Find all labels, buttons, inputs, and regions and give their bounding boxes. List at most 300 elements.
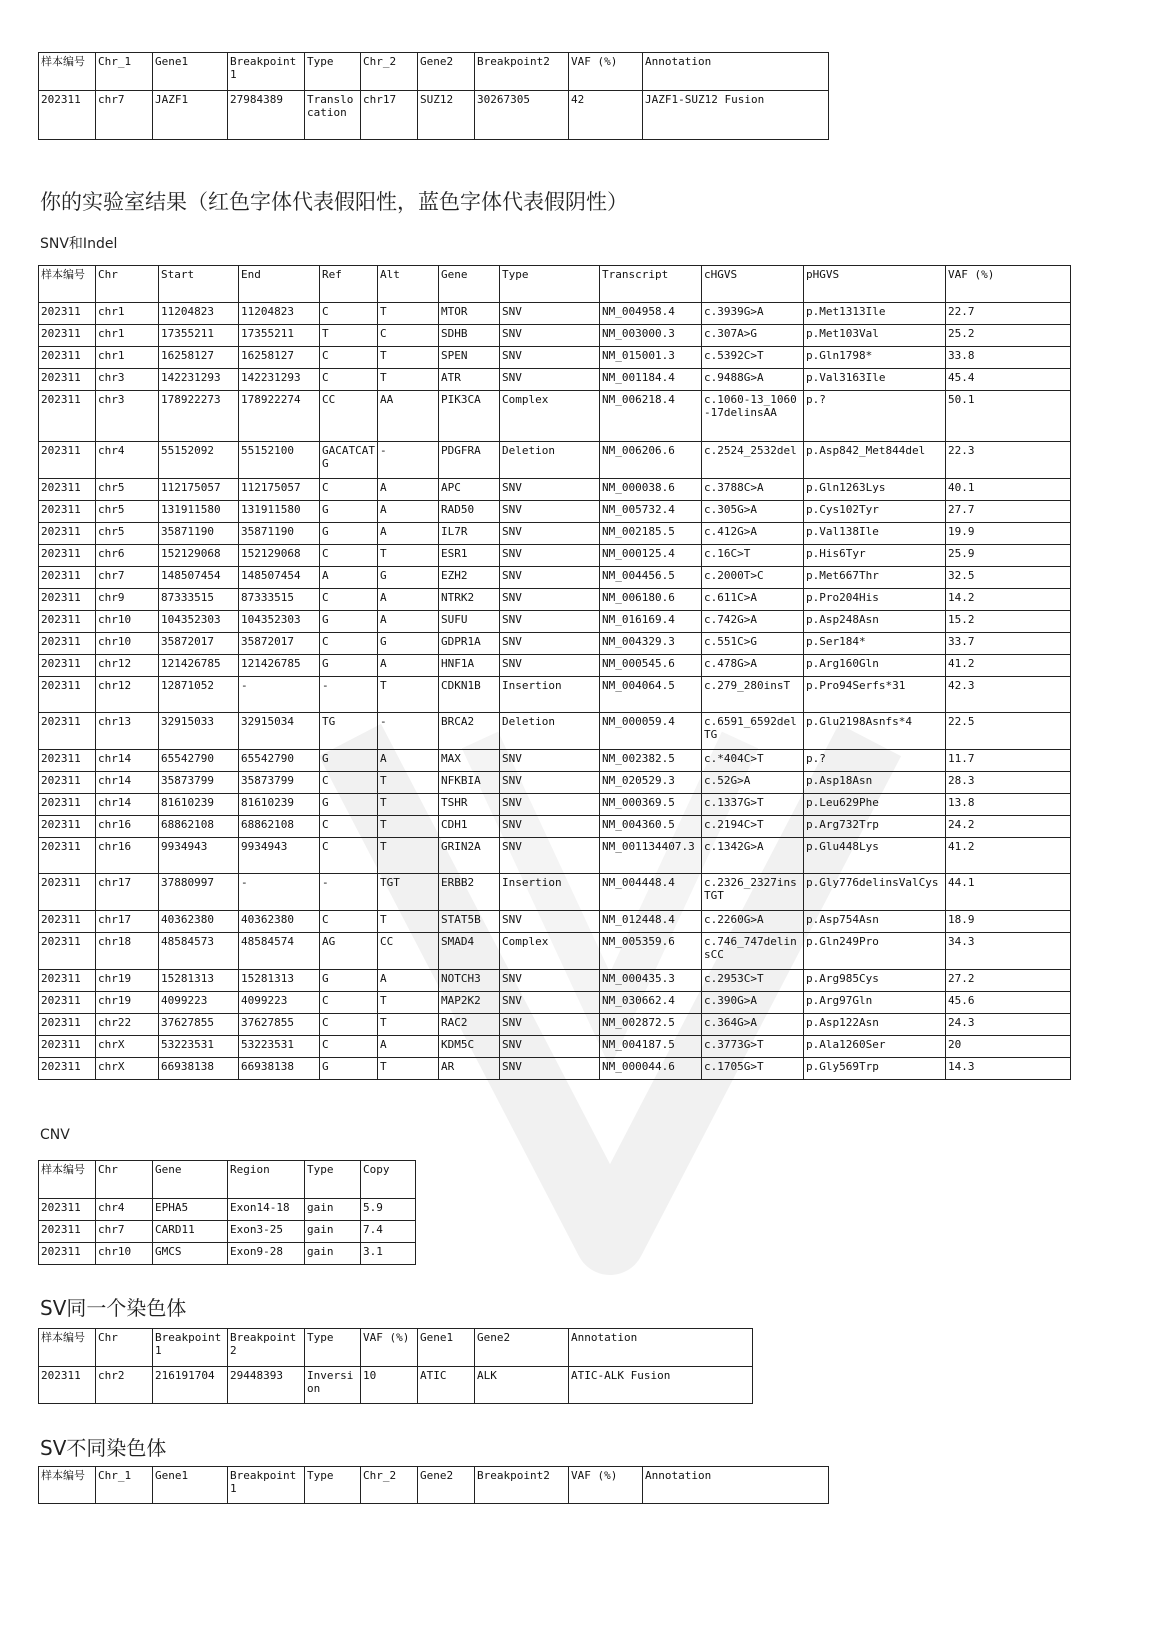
table-cell: SNV — [500, 567, 600, 589]
table-cell: p.Asp122Asn — [804, 1014, 946, 1036]
column-header: Chr — [96, 1329, 153, 1367]
table-cell: T — [378, 369, 439, 391]
column-header: Chr_1 — [96, 1467, 153, 1504]
column-header: Chr — [96, 266, 159, 303]
table-cell: G — [378, 633, 439, 655]
table-cell: c.2326_2327insTGT — [702, 874, 804, 911]
table-cell: chr5 — [96, 501, 159, 523]
column-header: Breakpoint 2 — [228, 1329, 305, 1367]
column-header: Transcript — [600, 266, 702, 303]
table-cell: 68862108 — [159, 816, 239, 838]
table-cell: SNV — [500, 325, 600, 347]
table-cell: NM_004360.5 — [600, 816, 702, 838]
table-cell: 10 — [361, 1367, 418, 1404]
table-cell: 4099223 — [159, 992, 239, 1014]
table-cell: KDM5C — [439, 1036, 500, 1058]
table-cell: A — [378, 501, 439, 523]
table-cell: 37880997 — [159, 874, 239, 911]
table-cell: 104352303 — [159, 611, 239, 633]
table-cell: - — [378, 442, 439, 479]
table-cell: p.? — [804, 750, 946, 772]
table-cell: 17355211 — [239, 325, 320, 347]
table-cell: C — [320, 816, 378, 838]
table-cell: 53223531 — [159, 1036, 239, 1058]
table-cell: 5.9 — [361, 1199, 416, 1221]
table-cell: chrX — [96, 1058, 159, 1080]
table-cell: EZH2 — [439, 567, 500, 589]
table-cell: c.16C>T — [702, 545, 804, 567]
table-row — [39, 677, 1071, 713]
table-cell: GMCS — [153, 1243, 228, 1265]
table-cell: 202311 — [39, 1221, 96, 1243]
table-cell: C — [320, 347, 378, 369]
table-cell: 202311 — [39, 794, 96, 816]
table-cell: 202311 — [39, 567, 96, 589]
table-cell: 148507454 — [159, 567, 239, 589]
table-cell: 37627855 — [159, 1014, 239, 1036]
table-cell: 68862108 — [239, 816, 320, 838]
table-cell: chr5 — [96, 523, 159, 545]
table-cell: G — [320, 611, 378, 633]
table-cell: NM_000369.5 — [600, 794, 702, 816]
table-cell: NM_000435.3 — [600, 970, 702, 992]
table-row — [39, 347, 1071, 369]
table-cell: T — [378, 772, 439, 794]
table-cell: A — [378, 750, 439, 772]
table-cell: p.His6Tyr — [804, 545, 946, 567]
table-cell: T — [320, 325, 378, 347]
table-cell: 40.1 — [946, 479, 1071, 501]
table-cell: 32915034 — [239, 713, 320, 750]
table-row — [39, 523, 1071, 545]
table-row — [39, 1058, 1071, 1080]
table-cell: T — [378, 545, 439, 567]
table-cell: 41.2 — [946, 838, 1071, 874]
table-cell: NM_003000.3 — [600, 325, 702, 347]
snv-indel-table — [38, 265, 1071, 1080]
table-cell: 202311 — [39, 1014, 96, 1036]
column-header: Gene2 — [418, 1467, 475, 1504]
table-cell: p.Gln1263Lys — [804, 479, 946, 501]
table-cell: 27984389 — [228, 91, 305, 140]
table-cell: p.Pro204His — [804, 589, 946, 611]
table-cell: SUZ12 — [418, 91, 475, 140]
table-cell: p.Asp754Asn — [804, 911, 946, 933]
table-cell: T — [378, 911, 439, 933]
table-cell: HNF1A — [439, 655, 500, 677]
table-cell: 48584574 — [239, 933, 320, 970]
table-row — [39, 567, 1071, 589]
table-cell: SNV — [500, 633, 600, 655]
table-cell: NM_000044.6 — [600, 1058, 702, 1080]
table-cell: 202311 — [39, 611, 96, 633]
table-cell: c.279_280insT — [702, 677, 804, 713]
table-cell: c.551C>G — [702, 633, 804, 655]
table-cell: 34.3 — [946, 933, 1071, 970]
table-cell: chr6 — [96, 545, 159, 567]
table-cell: SPEN — [439, 347, 500, 369]
table-cell: NM_005732.4 — [600, 501, 702, 523]
table-cell: 20 — [946, 1036, 1071, 1058]
table-cell: SNV — [500, 369, 600, 391]
table-row — [39, 838, 1071, 874]
table-cell: c.1342G>A — [702, 838, 804, 874]
table-row — [39, 655, 1071, 677]
table-cell: G — [320, 794, 378, 816]
table-cell: STAT5B — [439, 911, 500, 933]
table-cell: 202311 — [39, 347, 96, 369]
table-cell: T — [378, 677, 439, 713]
table-cell: 17355211 — [159, 325, 239, 347]
table-cell: C — [378, 325, 439, 347]
cnv-table — [38, 1160, 416, 1265]
column-header: 样本编号 — [39, 266, 96, 303]
table-cell: 18.9 — [946, 911, 1071, 933]
table-cell: G — [320, 655, 378, 677]
table-cell: chr13 — [96, 713, 159, 750]
table-cell: c.412G>A — [702, 523, 804, 545]
table-cell: c.6591_6592delTG — [702, 713, 804, 750]
table-cell: 216191704 — [153, 1367, 228, 1404]
table-cell: T — [378, 992, 439, 1014]
table-cell: T — [378, 347, 439, 369]
header-row — [39, 53, 829, 91]
column-header: VAF (%) — [569, 53, 643, 91]
table-cell: 16258127 — [239, 347, 320, 369]
table-cell: T — [378, 838, 439, 874]
table-cell: 142231293 — [239, 369, 320, 391]
table-cell: RAC2 — [439, 1014, 500, 1036]
table-cell: p.Ala1260Ser — [804, 1036, 946, 1058]
table-cell: c.307A>G — [702, 325, 804, 347]
table-cell: 40362380 — [239, 911, 320, 933]
table-cell: p.Arg985Cys — [804, 970, 946, 992]
table-cell: 32915033 — [159, 713, 239, 750]
table-row — [39, 442, 1071, 479]
table-row — [39, 772, 1071, 794]
column-header: Gene — [153, 1161, 228, 1199]
column-header: Breakpoint2 — [475, 53, 569, 91]
table-row — [39, 589, 1071, 611]
table-cell: NM_006218.4 — [600, 391, 702, 442]
table-cell: GACATCATG — [320, 442, 378, 479]
table-cell: 11.7 — [946, 750, 1071, 772]
table-cell: NM_016169.4 — [600, 611, 702, 633]
table-cell: 202311 — [39, 523, 96, 545]
table-cell: G — [320, 523, 378, 545]
table-cell: 131911580 — [239, 501, 320, 523]
column-header: 样本编号 — [39, 1329, 96, 1367]
table-cell: 9934943 — [239, 838, 320, 874]
cnv-section-title: CNV — [40, 1127, 70, 1143]
table-cell: c.1337G>T — [702, 794, 804, 816]
table-cell: 142231293 — [159, 369, 239, 391]
table-cell: MTOR — [439, 303, 500, 325]
column-header: 样本编号 — [39, 1161, 96, 1199]
table-cell: JAZF1-SUZ12 Fusion — [643, 91, 829, 140]
table-cell: chr10 — [96, 611, 159, 633]
snv-section-title: SNV和Indel — [40, 236, 118, 252]
table-cell: c.746_747delinsCC — [702, 933, 804, 970]
table-cell: p.Cys102Tyr — [804, 501, 946, 523]
table-cell: A — [378, 655, 439, 677]
table-cell: chr10 — [96, 633, 159, 655]
table-cell: gain — [305, 1221, 361, 1243]
table-cell: 33.8 — [946, 347, 1071, 369]
table-cell: 28.3 — [946, 772, 1071, 794]
table-cell: chr19 — [96, 992, 159, 1014]
column-header: Gene1 — [418, 1329, 475, 1367]
table-cell: C — [320, 772, 378, 794]
table-cell: NM_015001.3 — [600, 347, 702, 369]
table-cell: 152129068 — [239, 545, 320, 567]
table-cell: 9934943 — [159, 838, 239, 874]
table-cell: 35872017 — [159, 633, 239, 655]
column-header: Gene2 — [418, 53, 475, 91]
table-cell: ALK — [475, 1367, 569, 1404]
table-cell: ESR1 — [439, 545, 500, 567]
table-row — [39, 369, 1071, 391]
column-header: 样本编号 — [39, 1467, 96, 1504]
table-cell: 202311 — [39, 442, 96, 479]
table-row — [39, 479, 1071, 501]
table-cell: 202311 — [39, 838, 96, 874]
table-cell: Complex — [500, 391, 600, 442]
table-cell: NM_004329.3 — [600, 633, 702, 655]
table-cell: 148507454 — [239, 567, 320, 589]
table-cell: chr1 — [96, 347, 159, 369]
table-row — [39, 501, 1071, 523]
column-header: Gene1 — [153, 1467, 228, 1504]
table-cell: 40362380 — [159, 911, 239, 933]
table-row — [39, 1199, 416, 1221]
table-row — [39, 816, 1071, 838]
table-row — [39, 1243, 416, 1265]
table-cell: c.1060-13_1060-17delinsAA — [702, 391, 804, 442]
table-cell: c.478G>A — [702, 655, 804, 677]
table-cell: chr22 — [96, 1014, 159, 1036]
table-cell: A — [320, 567, 378, 589]
table-cell: 22.5 — [946, 713, 1071, 750]
table-cell: 131911580 — [159, 501, 239, 523]
table-cell: SNV — [500, 523, 600, 545]
fusion-table-top — [38, 52, 829, 140]
table-cell: NM_004958.4 — [600, 303, 702, 325]
table-cell: G — [320, 970, 378, 992]
table-cell: NFKBIA — [439, 772, 500, 794]
table-cell: RAD50 — [439, 501, 500, 523]
table-cell: chr4 — [96, 442, 159, 479]
sv-same-chromosome-title: SV同一个染色体 — [40, 1296, 187, 1320]
table-cell: c.742G>A — [702, 611, 804, 633]
table-cell: 178922273 — [159, 391, 239, 442]
table-cell: p.Met103Val — [804, 325, 946, 347]
table-cell: 202311 — [39, 1199, 96, 1221]
table-cell: 202311 — [39, 91, 96, 140]
table-cell: 35871190 — [239, 523, 320, 545]
table-cell: 27.2 — [946, 970, 1071, 992]
table-cell: TG — [320, 713, 378, 750]
table-cell: EPHA5 — [153, 1199, 228, 1221]
table-cell: chr5 — [96, 479, 159, 501]
table-cell: 50.1 — [946, 391, 1071, 442]
table-cell: p.Asp18Asn — [804, 772, 946, 794]
table-cell: NM_005359.6 — [600, 933, 702, 970]
table-cell: p.Gln1798* — [804, 347, 946, 369]
table-cell: 202311 — [39, 911, 96, 933]
table-cell: 202311 — [39, 325, 96, 347]
table-cell: NM_020529.3 — [600, 772, 702, 794]
table-cell: c.52G>A — [702, 772, 804, 794]
table-cell: TSHR — [439, 794, 500, 816]
table-cell: AR — [439, 1058, 500, 1080]
table-row — [39, 992, 1071, 1014]
table-cell: gain — [305, 1243, 361, 1265]
table-cell: C — [320, 589, 378, 611]
table-cell: GRIN2A — [439, 838, 500, 874]
table-cell: 44.1 — [946, 874, 1071, 911]
table-cell: SNV — [500, 1036, 600, 1058]
table-cell: c.305G>A — [702, 501, 804, 523]
table-row — [39, 91, 829, 140]
table-cell: 202311 — [39, 933, 96, 970]
column-header: Chr_1 — [96, 53, 153, 91]
table-cell: 202311 — [39, 1058, 96, 1080]
table-cell: Insertion — [500, 874, 600, 911]
table-cell: NM_000545.6 — [600, 655, 702, 677]
table-cell: p.Val3163Ile — [804, 369, 946, 391]
table-cell: ATIC — [418, 1367, 475, 1404]
column-header: End — [239, 266, 320, 303]
table-cell: - — [239, 874, 320, 911]
table-cell: c.*404C>T — [702, 750, 804, 772]
table-cell: 202311 — [39, 992, 96, 1014]
table-cell: c.611C>A — [702, 589, 804, 611]
table-cell: NM_006180.6 — [600, 589, 702, 611]
column-header: Region — [228, 1161, 305, 1199]
table-cell: 178922274 — [239, 391, 320, 442]
table-cell: Deletion — [500, 442, 600, 479]
table-cell: 4099223 — [239, 992, 320, 1014]
table-cell: p.Arg97Gln — [804, 992, 946, 1014]
table-cell: CC — [320, 391, 378, 442]
column-header: Ref — [320, 266, 378, 303]
table-cell: p.Gln249Pro — [804, 933, 946, 970]
table-cell: chr7 — [96, 91, 153, 140]
table-cell: 35873799 — [159, 772, 239, 794]
table-cell: NM_004448.4 — [600, 874, 702, 911]
table-cell: p.Glu2198Asnfs*4 — [804, 713, 946, 750]
table-cell: p.Val138Ile — [804, 523, 946, 545]
table-cell: p.Glu448Lys — [804, 838, 946, 874]
table-cell: 22.3 — [946, 442, 1071, 479]
table-cell: chr14 — [96, 750, 159, 772]
table-cell: NM_000059.4 — [600, 713, 702, 750]
table-cell: c.2524_2532del — [702, 442, 804, 479]
column-header: VAF (%) — [946, 266, 1071, 303]
table-row — [39, 911, 1071, 933]
table-cell: A — [378, 523, 439, 545]
table-cell: - — [378, 713, 439, 750]
column-header: VAF (%) — [361, 1329, 418, 1367]
table-cell: G — [320, 750, 378, 772]
table-cell: C — [320, 1014, 378, 1036]
table-cell: p.Ser184* — [804, 633, 946, 655]
column-header: Chr_2 — [361, 53, 418, 91]
table-cell: CC — [378, 933, 439, 970]
table-cell: T — [378, 303, 439, 325]
table-cell: BRCA2 — [439, 713, 500, 750]
column-header: Type — [305, 1329, 361, 1367]
table-cell: c.1705G>T — [702, 1058, 804, 1080]
table-cell: 152129068 — [159, 545, 239, 567]
table-cell: CDKN1B — [439, 677, 500, 713]
table-cell: c.9488G>A — [702, 369, 804, 391]
table-cell: 202311 — [39, 750, 96, 772]
table-cell: SUFU — [439, 611, 500, 633]
table-cell: 87333515 — [239, 589, 320, 611]
table-cell: p.Asp842_Met844del — [804, 442, 946, 479]
table-cell: C — [320, 911, 378, 933]
table-cell: A — [378, 589, 439, 611]
table-cell: 41.2 — [946, 655, 1071, 677]
table-cell: SNV — [500, 816, 600, 838]
table-cell: MAP2K2 — [439, 992, 500, 1014]
table-cell: CDH1 — [439, 816, 500, 838]
table-cell: SNV — [500, 750, 600, 772]
sv-different-chromosome-title: SV不同染色体 — [40, 1436, 167, 1460]
table-cell: G — [378, 567, 439, 589]
table-cell: 42 — [569, 91, 643, 140]
table-cell: CARD11 — [153, 1221, 228, 1243]
column-header: Copy — [361, 1161, 416, 1199]
table-cell: ATR — [439, 369, 500, 391]
column-header: Gene2 — [475, 1329, 569, 1367]
table-cell: p.Pro94Serfs*31 — [804, 677, 946, 713]
table-cell: 27.7 — [946, 501, 1071, 523]
table-cell: NM_004064.5 — [600, 677, 702, 713]
table-cell: 25.2 — [946, 325, 1071, 347]
table-row — [39, 1221, 416, 1243]
table-cell: chr12 — [96, 677, 159, 713]
table-row — [39, 874, 1071, 911]
table-cell: NM_002185.5 — [600, 523, 702, 545]
table-cell: 81610239 — [159, 794, 239, 816]
table-cell: Deletion — [500, 713, 600, 750]
column-header: Gene — [439, 266, 500, 303]
table-cell: TGT — [378, 874, 439, 911]
table-cell: chr17 — [96, 874, 159, 911]
table-cell: 202311 — [39, 677, 96, 713]
table-cell: 202311 — [39, 633, 96, 655]
table-cell: 121426785 — [159, 655, 239, 677]
table-cell: chr3 — [96, 391, 159, 442]
table-cell: SNV — [500, 911, 600, 933]
table-cell: A — [378, 479, 439, 501]
table-cell: T — [378, 1058, 439, 1080]
table-row — [39, 713, 1071, 750]
table-cell: 202311 — [39, 713, 96, 750]
table-cell: NM_002382.5 — [600, 750, 702, 772]
table-cell: chr18 — [96, 933, 159, 970]
table-cell: p.Arg732Trp — [804, 816, 946, 838]
column-header: Breakpoint1 — [228, 53, 305, 91]
table-row — [39, 391, 1071, 442]
table-cell: 24.3 — [946, 1014, 1071, 1036]
table-cell: 53223531 — [239, 1036, 320, 1058]
table-cell: chr17 — [361, 91, 418, 140]
table-cell: 112175057 — [159, 479, 239, 501]
